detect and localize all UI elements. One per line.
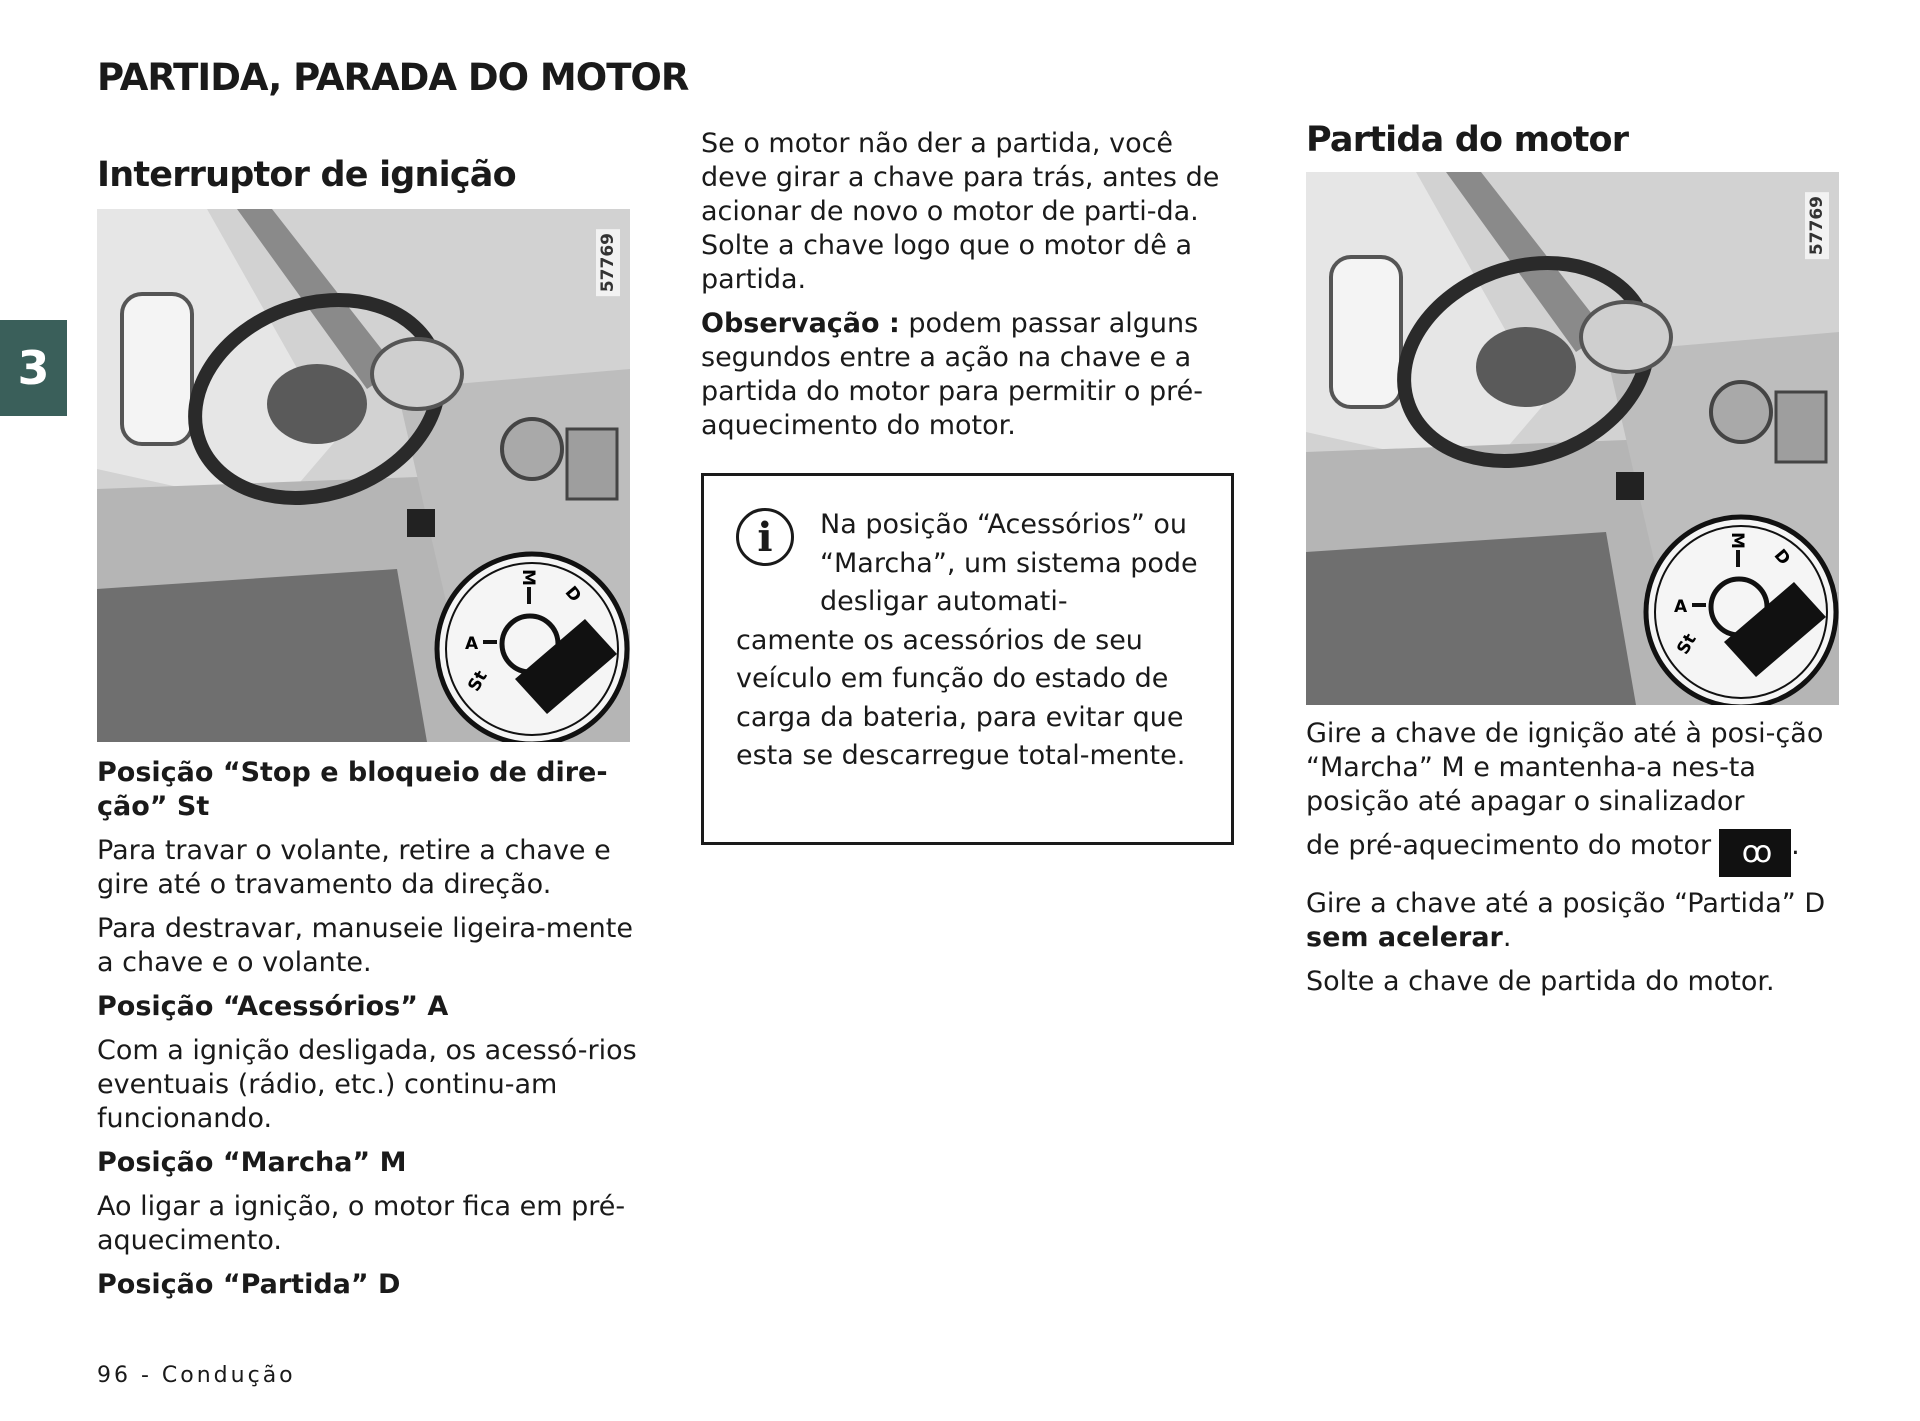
info-box-text <box>736 506 1199 776</box>
a-heading: Posição “Acessórios” A <box>97 991 449 1022</box>
start-text-crank-pre: Gire a chave até a posição “Partida” D <box>1306 888 1826 919</box>
info-box <box>701 473 1234 845</box>
m-heading: Posição “Marcha” M <box>97 1147 407 1178</box>
info-icon: i <box>736 508 794 566</box>
start-text-preheat-label: de pré-aquecimento do motor <box>1306 830 1712 861</box>
restart-section <box>701 127 1241 845</box>
dashboard-illustration-2 <box>1306 172 1839 705</box>
section-heading-ignition: Interruptor de ignição <box>97 155 516 195</box>
start-figure <box>1306 172 1839 705</box>
dial-label-st-2: St <box>1673 630 1701 659</box>
figure-code-2: 57769 <box>1805 192 1829 259</box>
start-text-preheat <box>1306 829 1846 877</box>
start-text-crank-end: . <box>1502 922 1512 953</box>
st-text-unlock: Para destravar, manuseie ligeira-mente a chave e o volante. <box>97 913 633 978</box>
st-text-lock: Para travar o volante, retire a chave e gire até o travamento da direção. <box>97 835 611 900</box>
start-text-turn: Gire a chave de ignição até à posi-ção “Marcha” M e mantenha-a nes-ta posição até apagar o sinalizador <box>1306 718 1824 817</box>
start-text-preheat-end: . <box>1791 830 1800 861</box>
ignition-switch-section <box>97 155 637 1302</box>
preheat-coil-icon: ꝏ <box>1719 829 1791 877</box>
dial-label-a: A <box>465 634 479 654</box>
start-text-release: Solte a chave de partida do motor. <box>1306 966 1775 997</box>
dial-label-a-2: A <box>1674 597 1688 617</box>
section-heading-start: Partida do motor <box>1306 120 1629 160</box>
note-paragraph <box>701 307 1241 443</box>
ignition-figure <box>97 209 630 742</box>
info-box-lead: Na posição “Acessórios” ou “Marcha”, um sistema pode desligar automati- <box>820 509 1198 617</box>
dial-label-d: D <box>560 582 586 607</box>
m-text: Ao ligar a ignição, o motor fica em pré-aquecimento. <box>97 1191 626 1256</box>
st-heading: Posição “Stop e bloqueio de dire-ção” St <box>97 757 608 822</box>
page-footer: 96 - Condução <box>97 1363 296 1388</box>
engine-start-section <box>1306 120 1846 999</box>
figure-code: 57769 <box>596 229 620 296</box>
page-title: PARTIDA, PARADA DO MOTOR <box>97 56 689 99</box>
restart-text: Se o motor não der a partida, você deve girar a chave para trás, antes de acionar de novo o motor de parti-da. Solte a chave logo que o motor dê a partida. <box>701 128 1220 295</box>
start-text-crank-bold: sem acelerar <box>1306 922 1503 953</box>
chapter-tab[interactable]: 3 <box>0 320 67 416</box>
dial-label-d-2: D <box>1769 545 1795 570</box>
dashboard-illustration <box>97 209 630 742</box>
d-heading: Posição “Partida” D <box>97 1269 401 1300</box>
start-text-crank <box>1306 887 1846 955</box>
note-label: Observação : <box>701 308 900 339</box>
info-box-rest: camente os acessórios de seu veículo em função do estado de carga da bateria, para evitar que esta se descarregue total-mente. <box>736 624 1186 771</box>
a-text: Com a ignição desligada, os acessó-rios eventuais (rádio, etc.) continu-am funcionando. <box>97 1035 637 1134</box>
note-text: podem passar alguns segundos entre a ação na chave e a partida do motor para permitir o pré-aquecimento do motor. <box>701 308 1203 441</box>
dial-label-m-2: M <box>1727 532 1747 549</box>
dial-label-m: M <box>518 569 538 586</box>
dial-label-st: St <box>464 667 492 696</box>
